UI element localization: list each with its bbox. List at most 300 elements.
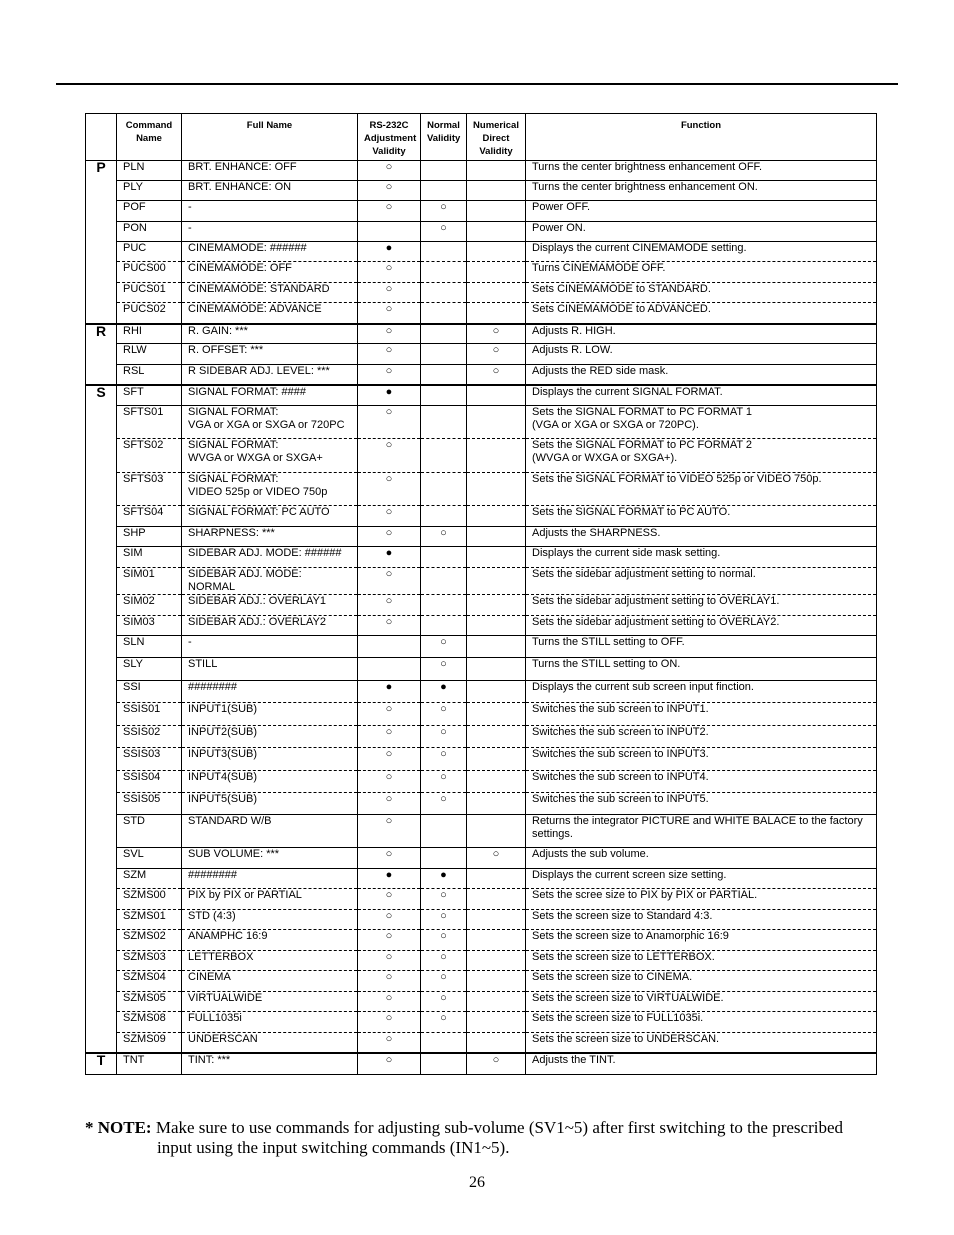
rs232c-validity-cell: ○ [358, 1012, 421, 1033]
numerical-validity-cell [467, 636, 526, 658]
full-name-cell: - [182, 222, 358, 242]
function-cell: Adjusts the SHARPNESS. [526, 527, 877, 547]
table-row [86, 406, 877, 439]
table-row [86, 201, 877, 222]
rs232c-validity-cell: ○ [358, 344, 421, 365]
group-letter: R [86, 324, 117, 385]
numerical-validity-cell [467, 242, 526, 262]
full-name-cell: TINT: *** [182, 1053, 358, 1075]
rs232c-validity-cell: ○ [358, 324, 421, 344]
group-letter: P [86, 161, 117, 324]
normal-validity-cell [421, 473, 467, 506]
numerical-validity-cell [467, 992, 526, 1012]
command-name-cell: PUCS00 [117, 262, 182, 283]
function-cell: Sets CINEMAMODE to STANDARD. [526, 283, 877, 303]
numerical-validity-cell [467, 951, 526, 971]
command-name-cell: SZMS08 [117, 1012, 182, 1033]
normal-validity-cell [421, 181, 467, 201]
rs232c-validity-cell: ○ [358, 992, 421, 1012]
command-name-cell: SZMS05 [117, 992, 182, 1012]
table-row [86, 385, 877, 406]
numerical-validity-cell [467, 930, 526, 951]
table-row [86, 439, 877, 473]
header-numerical: Numerical Direct Validity [467, 114, 526, 161]
table-row [86, 992, 877, 1012]
function-cell: Adjusts the sub volume. [526, 848, 877, 869]
rs232c-validity-cell: ● [358, 547, 421, 568]
full-name-cell: R. GAIN: *** [182, 324, 358, 344]
function-cell: Sets the screen size to FULL1035i. [526, 1012, 877, 1033]
command-name-cell: SIM02 [117, 595, 182, 616]
normal-validity-cell [421, 1053, 467, 1075]
rs232c-validity-cell: ○ [358, 951, 421, 971]
normal-validity-cell: ○ [421, 930, 467, 951]
function-cell: Sets the SIGNAL FORMAT to VIDEO 525p or VIDEO 750p. [526, 473, 877, 506]
rs232c-validity-cell: ● [358, 385, 421, 406]
function-cell: Sets the screen size to VIRTUALWIDE. [526, 992, 877, 1012]
rs232c-validity-cell: ○ [358, 1053, 421, 1075]
full-name-cell: INPUT3(SUB) [182, 748, 358, 771]
rs232c-validity-cell: ○ [358, 793, 421, 815]
table-row [86, 324, 877, 344]
full-name-cell: SIDEBAR ADJ. MODE: ###### [182, 547, 358, 568]
command-name-cell: STD [117, 815, 182, 848]
table-row [86, 568, 877, 595]
command-name-cell: SSIS03 [117, 748, 182, 771]
normal-validity-cell [421, 848, 467, 869]
full-name-cell: ######## [182, 869, 358, 889]
function-cell: Switches the sub screen to INPUT3. [526, 748, 877, 771]
rs232c-validity-cell: ● [358, 242, 421, 262]
function-cell: Displays the current screen size setting. [526, 869, 877, 889]
rs232c-validity-cell: ○ [358, 365, 421, 385]
numerical-validity-cell [467, 1012, 526, 1033]
normal-validity-cell: ○ [421, 971, 467, 992]
normal-validity-cell [421, 161, 467, 181]
command-name-cell: SFTS03 [117, 473, 182, 506]
normal-validity-cell: ○ [421, 726, 467, 748]
command-name-cell: SFT [117, 385, 182, 406]
function-cell: Turns the STILL setting to OFF. [526, 636, 877, 658]
command-name-cell: SSIS05 [117, 793, 182, 815]
numerical-validity-cell [467, 815, 526, 848]
table-row [86, 616, 877, 636]
command-name-cell: SFTS04 [117, 506, 182, 527]
table-row [86, 681, 877, 703]
normal-validity-cell [421, 344, 467, 365]
normal-validity-cell [421, 242, 467, 262]
rs232c-validity-cell [358, 658, 421, 681]
function-cell: Turns the STILL setting to ON. [526, 658, 877, 681]
command-name-cell: SLN [117, 636, 182, 658]
rs232c-validity-cell: ○ [358, 406, 421, 439]
header-normal: Normal Validity [421, 114, 467, 161]
numerical-validity-cell: ○ [467, 324, 526, 344]
function-cell: Turns the center brightness enhancement ON. [526, 181, 877, 201]
numerical-validity-cell [467, 771, 526, 793]
full-name-cell: STD (4:3) [182, 910, 358, 930]
rs232c-validity-cell: ○ [358, 910, 421, 930]
numerical-validity-cell [467, 971, 526, 992]
numerical-validity-cell [467, 406, 526, 439]
numerical-validity-cell [467, 889, 526, 910]
numerical-validity-cell [467, 568, 526, 595]
normal-validity-cell: ○ [421, 1012, 467, 1033]
numerical-validity-cell [467, 222, 526, 242]
table-row [86, 930, 877, 951]
command-name-cell: SLY [117, 658, 182, 681]
rs232c-validity-cell: ● [358, 869, 421, 889]
command-name-cell: SIM03 [117, 616, 182, 636]
command-name-cell: RHI [117, 324, 182, 344]
full-name-cell: FULL1035i [182, 1012, 358, 1033]
full-name-cell: BRT. ENHANCE: OFF [182, 161, 358, 181]
table-row [86, 365, 877, 385]
normal-validity-cell: ○ [421, 951, 467, 971]
function-cell: Sets the sidebar adjustment setting to normal. [526, 568, 877, 595]
numerical-validity-cell [467, 181, 526, 201]
full-name-cell: INPUT2(SUB) [182, 726, 358, 748]
numerical-validity-cell: ○ [467, 365, 526, 385]
command-name-cell: SIM [117, 547, 182, 568]
group-letter: S [86, 385, 117, 1053]
numerical-validity-cell [467, 616, 526, 636]
rs232c-validity-cell: ○ [358, 726, 421, 748]
table-row [86, 1053, 877, 1075]
full-name-cell: ######## [182, 681, 358, 703]
command-name-cell: RLW [117, 344, 182, 365]
command-name-cell: SIM01 [117, 568, 182, 595]
normal-validity-cell [421, 262, 467, 283]
note-line-2: input using the input switching commands (IN1~5). [157, 1138, 510, 1157]
rs232c-validity-cell: ○ [358, 1033, 421, 1053]
full-name-cell: CINEMAMODE: STANDARD [182, 283, 358, 303]
function-cell: Switches the sub screen to INPUT5. [526, 793, 877, 815]
numerical-validity-cell [467, 681, 526, 703]
normal-validity-cell [421, 595, 467, 616]
rs232c-validity-cell [358, 636, 421, 658]
full-name-cell: STILL [182, 658, 358, 681]
table-row [86, 527, 877, 547]
table-row [86, 242, 877, 262]
rs232c-validity-cell: ○ [358, 527, 421, 547]
table-row [86, 1033, 877, 1053]
command-table [85, 113, 877, 1075]
page-number: 26 [469, 1174, 485, 1191]
rs232c-validity-cell: ○ [358, 595, 421, 616]
normal-validity-cell: ○ [421, 527, 467, 547]
rs232c-validity-cell: ○ [358, 930, 421, 951]
rs232c-validity-cell: ○ [358, 181, 421, 201]
normal-validity-cell: ● [421, 869, 467, 889]
normal-validity-cell [421, 365, 467, 385]
normal-validity-cell [421, 506, 467, 527]
function-cell: Power OFF. [526, 201, 877, 222]
rs232c-validity-cell: ○ [358, 616, 421, 636]
command-name-cell: SZMS09 [117, 1033, 182, 1053]
header-rs232c: RS-232C Adjustment Validity [358, 114, 421, 161]
function-cell: Sets the SIGNAL FORMAT to PC FORMAT 2 (WVGA or WXGA or SXGA+). [526, 439, 877, 473]
table-row [86, 910, 877, 930]
table-row [86, 547, 877, 568]
normal-validity-cell: ○ [421, 636, 467, 658]
full-name-cell: R SIDEBAR ADJ. LEVEL: *** [182, 365, 358, 385]
normal-validity-cell: ○ [421, 658, 467, 681]
command-name-cell: PON [117, 222, 182, 242]
function-cell: Sets the screen size to UNDERSCAN. [526, 1033, 877, 1053]
normal-validity-cell [421, 303, 467, 324]
normal-validity-cell [421, 406, 467, 439]
header-command-name: Command Name [117, 114, 182, 161]
function-cell: Turns CINEMAMODE OFF. [526, 262, 877, 283]
full-name-cell: BRT. ENHANCE: ON [182, 181, 358, 201]
rs232c-validity-cell: ○ [358, 439, 421, 473]
table-row [86, 262, 877, 283]
full-name-cell: CINEMA [182, 971, 358, 992]
full-name-cell: SIDEBAR ADJ.: OVERLAY1 [182, 595, 358, 616]
numerical-validity-cell [467, 262, 526, 283]
command-name-cell: SFTS01 [117, 406, 182, 439]
normal-validity-cell: ○ [421, 992, 467, 1012]
table-row [86, 1012, 877, 1033]
table-row [86, 303, 877, 324]
command-name-cell: SZM [117, 869, 182, 889]
full-name-cell: CINEMAMODE: OFF [182, 262, 358, 283]
normal-validity-cell [421, 815, 467, 848]
rs232c-validity-cell [358, 222, 421, 242]
table-row [86, 793, 877, 815]
table-row [86, 951, 877, 971]
note-line-1: Make sure to use commands for adjusting sub-volume (SV1~5) after first switching to the prescribed [155, 1118, 843, 1137]
table-row [86, 703, 877, 726]
rs232c-validity-cell: ○ [358, 703, 421, 726]
full-name-cell: LETTERBOX [182, 951, 358, 971]
numerical-validity-cell [467, 547, 526, 568]
numerical-validity-cell [467, 473, 526, 506]
rs232c-validity-cell: ○ [358, 303, 421, 324]
normal-validity-cell: ○ [421, 771, 467, 793]
header-group [86, 114, 117, 161]
full-name-cell: CINEMAMODE: ###### [182, 242, 358, 262]
full-name-cell: ANAMPHC 16:9 [182, 930, 358, 951]
rs232c-validity-cell: ● [358, 681, 421, 703]
full-name-cell: - [182, 636, 358, 658]
numerical-validity-cell: ○ [467, 848, 526, 869]
full-name-cell: SIDEBAR ADJ.: OVERLAY2 [182, 616, 358, 636]
function-cell: Sets the sidebar adjustment setting to OVERLAY1. [526, 595, 877, 616]
table-row [86, 222, 877, 242]
note-lead: * NOTE: [85, 1118, 152, 1137]
function-cell: Displays the current CINEMAMODE setting. [526, 242, 877, 262]
numerical-validity-cell [467, 1033, 526, 1053]
full-name-cell: SIGNAL FORMAT: PC AUTO [182, 506, 358, 527]
function-cell: Displays the current SIGNAL FORMAT. [526, 385, 877, 406]
full-name-cell: PIX by PIX or PARTIAL [182, 889, 358, 910]
full-name-cell: INPUT4(SUB) [182, 771, 358, 793]
normal-validity-cell: ● [421, 681, 467, 703]
command-name-cell: SZMS03 [117, 951, 182, 971]
function-cell: Displays the current sub screen input finction. [526, 681, 877, 703]
full-name-cell: - [182, 201, 358, 222]
numerical-validity-cell [467, 748, 526, 771]
normal-validity-cell [421, 439, 467, 473]
table-row [86, 595, 877, 616]
function-cell: Switches the sub screen to INPUT1. [526, 703, 877, 726]
table-row [86, 506, 877, 527]
full-name-cell: INPUT5(SUB) [182, 793, 358, 815]
normal-validity-cell: ○ [421, 222, 467, 242]
rs232c-validity-cell: ○ [358, 815, 421, 848]
normal-validity-cell [421, 385, 467, 406]
table-row [86, 726, 877, 748]
table-row [86, 658, 877, 681]
rs232c-validity-cell: ○ [358, 971, 421, 992]
full-name-cell: SHARPNESS: *** [182, 527, 358, 547]
function-cell: Sets the SIGNAL FORMAT to PC AUTO. [526, 506, 877, 527]
numerical-validity-cell [467, 385, 526, 406]
function-cell: Power ON. [526, 222, 877, 242]
table-row [86, 771, 877, 793]
rs232c-validity-cell: ○ [358, 771, 421, 793]
function-cell: Displays the current side mask setting. [526, 547, 877, 568]
table-row [86, 636, 877, 658]
function-cell: Sets the SIGNAL FORMAT to PC FORMAT 1 (VGA or XGA or SXGA or 720PC). [526, 406, 877, 439]
numerical-validity-cell [467, 506, 526, 527]
numerical-validity-cell [467, 658, 526, 681]
header-full-name: Full Name [182, 114, 358, 161]
top-rule [56, 83, 898, 85]
table-row [86, 473, 877, 506]
function-cell: Sets the screen size to LETTERBOX. [526, 951, 877, 971]
function-cell: Switches the sub screen to INPUT4. [526, 771, 877, 793]
command-name-cell: SZMS02 [117, 930, 182, 951]
numerical-validity-cell [467, 595, 526, 616]
numerical-validity-cell [467, 910, 526, 930]
table-row [86, 344, 877, 365]
numerical-validity-cell [467, 201, 526, 222]
command-name-cell: SSI [117, 681, 182, 703]
full-name-cell: SIDEBAR ADJ. MODE: NORMAL [182, 568, 358, 595]
command-name-cell: SFTS02 [117, 439, 182, 473]
numerical-validity-cell [467, 161, 526, 181]
normal-validity-cell: ○ [421, 748, 467, 771]
numerical-validity-cell [467, 703, 526, 726]
table-row [86, 181, 877, 201]
command-name-cell: SZMS00 [117, 889, 182, 910]
normal-validity-cell: ○ [421, 910, 467, 930]
normal-validity-cell: ○ [421, 889, 467, 910]
command-name-cell: TNT [117, 1053, 182, 1075]
full-name-cell: STANDARD W/B [182, 815, 358, 848]
full-name-cell: SIGNAL FORMAT: VGA or XGA or SXGA or 720PC [182, 406, 358, 439]
function-cell: Adjusts R. LOW. [526, 344, 877, 365]
command-name-cell: POF [117, 201, 182, 222]
normal-validity-cell: ○ [421, 703, 467, 726]
numerical-validity-cell [467, 793, 526, 815]
full-name-cell: SIGNAL FORMAT: WVGA or WXGA or SXGA+ [182, 439, 358, 473]
function-cell: Sets the screen size to Standard 4:3. [526, 910, 877, 930]
command-name-cell: SSIS02 [117, 726, 182, 748]
normal-validity-cell [421, 324, 467, 344]
rs232c-validity-cell: ○ [358, 262, 421, 283]
command-name-cell: PUCS01 [117, 283, 182, 303]
table-row [86, 161, 877, 181]
numerical-validity-cell [467, 869, 526, 889]
command-name-cell: PUC [117, 242, 182, 262]
table-row [86, 869, 877, 889]
header-function: Function [526, 114, 877, 161]
full-name-cell: UNDERSCAN [182, 1033, 358, 1053]
function-cell: Sets the scree size to PIX by PIX or PARTIAL. [526, 889, 877, 910]
function-cell: Sets the screen size to Anamorphic 16:9 [526, 930, 877, 951]
function-cell: Sets CINEMAMODE to ADVANCED. [526, 303, 877, 324]
function-cell: Returns the integrator PICTURE and WHITE BALACE to the factory settings. [526, 815, 877, 848]
table-row [86, 971, 877, 992]
command-name-cell: SZMS01 [117, 910, 182, 930]
rs232c-validity-cell: ○ [358, 889, 421, 910]
table-row [86, 748, 877, 771]
group-letter: T [86, 1053, 117, 1075]
function-cell: Sets the sidebar adjustment setting to OVERLAY2. [526, 616, 877, 636]
command-name-cell: SHP [117, 527, 182, 547]
function-cell: Turns the center brightness enhancement OFF. [526, 161, 877, 181]
rs232c-validity-cell: ○ [358, 568, 421, 595]
note [85, 1118, 865, 1158]
numerical-validity-cell [467, 283, 526, 303]
command-name-cell: RSL [117, 365, 182, 385]
table-row [86, 889, 877, 910]
full-name-cell: INPUT1(SUB) [182, 703, 358, 726]
table-row [86, 815, 877, 848]
normal-validity-cell: ○ [421, 201, 467, 222]
function-cell: Sets the screen size to CINEMA. [526, 971, 877, 992]
function-cell: Adjusts R. HIGH. [526, 324, 877, 344]
full-name-cell: SIGNAL FORMAT: VIDEO 525p or VIDEO 750p [182, 473, 358, 506]
rs232c-validity-cell: ○ [358, 201, 421, 222]
command-name-cell: SSIS01 [117, 703, 182, 726]
numerical-validity-cell [467, 439, 526, 473]
command-name-cell: PLN [117, 161, 182, 181]
table-header-row [86, 114, 877, 161]
table-body [86, 161, 877, 1075]
function-cell: Adjusts the TINT. [526, 1053, 877, 1075]
numerical-validity-cell [467, 303, 526, 324]
full-name-cell: R. OFFSET: *** [182, 344, 358, 365]
normal-validity-cell [421, 283, 467, 303]
table-row [86, 848, 877, 869]
function-cell: Switches the sub screen to INPUT2. [526, 726, 877, 748]
rs232c-validity-cell: ○ [358, 848, 421, 869]
normal-validity-cell [421, 547, 467, 568]
normal-validity-cell [421, 568, 467, 595]
function-cell: Adjusts the RED side mask. [526, 365, 877, 385]
numerical-validity-cell [467, 527, 526, 547]
command-name-cell: SVL [117, 848, 182, 869]
rs232c-validity-cell: ○ [358, 506, 421, 527]
command-name-cell: SZMS04 [117, 971, 182, 992]
full-name-cell: CINEMAMODE: ADVANCE [182, 303, 358, 324]
normal-validity-cell [421, 1033, 467, 1053]
table-row [86, 283, 877, 303]
normal-validity-cell [421, 616, 467, 636]
rs232c-validity-cell: ○ [358, 161, 421, 181]
full-name-cell: SUB VOLUME: *** [182, 848, 358, 869]
numerical-validity-cell: ○ [467, 344, 526, 365]
full-name-cell: SIGNAL FORMAT: #### [182, 385, 358, 406]
numerical-validity-cell: ○ [467, 1053, 526, 1075]
full-name-cell: VIRTUALWIDE [182, 992, 358, 1012]
command-name-cell: PLY [117, 181, 182, 201]
